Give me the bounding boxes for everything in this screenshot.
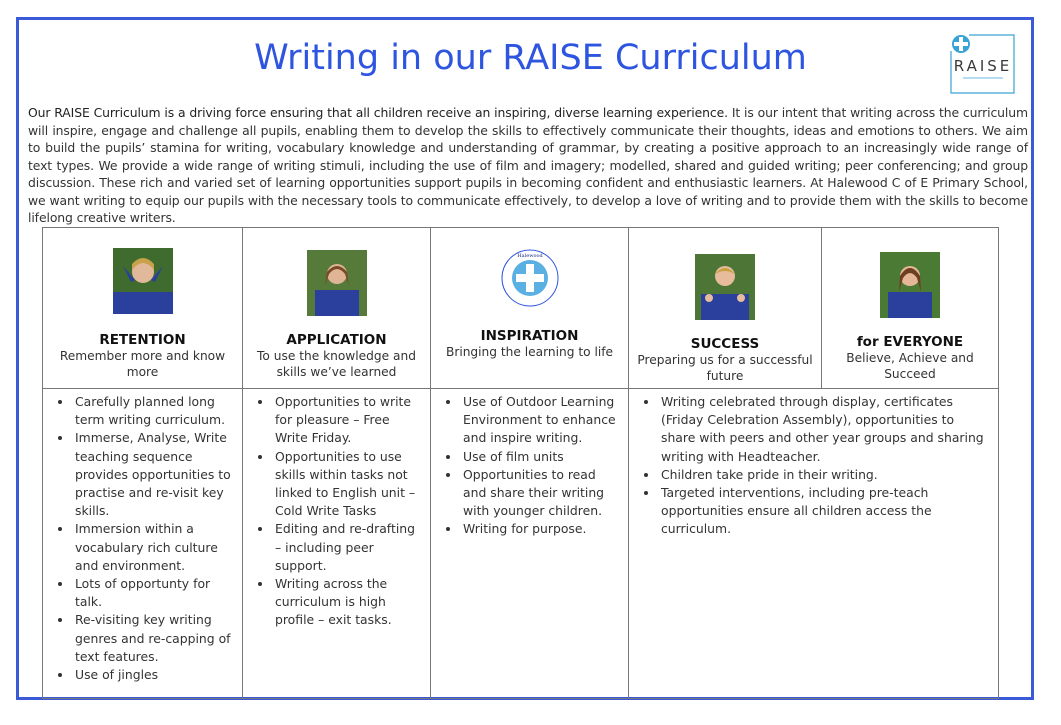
pupil-photo: [880, 252, 940, 318]
pupil-photo: [695, 254, 755, 320]
pillar-subtitle: Preparing us for a successful future: [637, 353, 813, 383]
pillar-points-application: [243, 389, 431, 699]
page-title: Writing in our RAISE Curriculum: [254, 38, 807, 78]
pillar-subtitle: Remember more and know more: [59, 349, 226, 379]
bullet-list: [629, 393, 998, 539]
bullet-list: [431, 393, 628, 539]
pillar-title: APPLICATION: [286, 332, 387, 348]
pupil-photo: [113, 248, 173, 314]
list-item: • Use of Outdoor Learning Environment to enhance and inspire writing.: [461, 393, 622, 448]
list-item: • Immersion within a vocabulary rich culture and environment.: [73, 520, 236, 575]
svg-text:Halewood: Halewood: [516, 253, 543, 259]
list-item: • Writing for purpose.: [461, 520, 622, 538]
pillar-header-retention: [43, 228, 243, 389]
list-item: • Opportunities to write for pleasure – Free Write Friday.: [273, 393, 424, 448]
list-item: • Carefully planned long term writing curriculum.: [73, 393, 236, 429]
list-item: • Lots of opportunty for talk.: [73, 575, 236, 611]
pupil-photo: [307, 250, 367, 316]
pillar-points-inspiration: [431, 389, 629, 699]
list-item: • Opportunities to use skills within tasks not linked to English unit – Cold Write Tasks: [273, 448, 424, 521]
raise-logo: [947, 33, 1018, 95]
pillar-subtitle: To use the knowledge and skills we’ve learned: [257, 349, 416, 379]
school-seal: [500, 248, 560, 308]
list-item: • Re-visiting key writing genres and re-capping of text features.: [73, 611, 236, 666]
pillar-header-success: [629, 228, 822, 389]
list-item: • Targeted interventions, including pre-teach opportunities ensure all children access the curriculum.: [659, 484, 992, 539]
pillar-title: RETENTION: [99, 332, 186, 348]
pillar-title: INSPIRATION: [480, 328, 579, 344]
pillar-title: SUCCESS: [690, 336, 760, 352]
intro-lead: Our RAISE Curriculum is a driving force ensuring that all children receive an inspiring, diverse learning experience.: [28, 105, 728, 120]
list-item: • Use of jingles: [73, 666, 236, 684]
pillars-table: [42, 227, 999, 699]
pillars-header-row: [43, 228, 999, 389]
list-item: • Use of film units: [461, 448, 622, 466]
list-item: • Editing and re-drafting – including peer support.: [273, 520, 424, 575]
list-item: • Writing celebrated through display, certificates (Friday Celebration Assembly), opportunities to share with peers and other year groups and sharing writing with Headteacher.: [659, 393, 992, 466]
list-item: • Children take pride in their writing.: [659, 466, 992, 484]
pillar-points-retention: [43, 389, 243, 699]
pillar-header-inspiration: [431, 228, 629, 389]
pillars-content-row: [43, 389, 999, 699]
bullet-list: [43, 393, 242, 684]
pillar-header-everyone: [822, 228, 999, 389]
raise-logo-text: RAISE: [953, 57, 1013, 75]
pillar-points-success: [629, 389, 999, 699]
intro-body: It is our intent that writing across the curriculum will inspire, engage and challenge all pupils, enabling them to develop the skills to effectively communicate their thoughts, ideas and emotions to others. We aim to build the pupils’ stamina for writing, vocabulary knowledge and understanding of grammar, by creating a positive approach to an increasingly wide range of text types. We provide a wide range of writing stimuli, including the use of film and imagery; modelled, shared and guided writing; peer conferencing; and group discussion. These rich and varied set of learning opportunities support pupils in becoming confident and enthusiastic learners. At Halewood C of E Primary School, we want writing to equip our pupils with the necessary tools to communicate effectively, to develop a love of writing and to provide them with the skills to become lifelong creative writers.: [28, 105, 1028, 225]
pillar-subtitle: Bringing the learning to life: [445, 345, 614, 359]
list-item: • Immerse, Analyse, Write teaching sequence provides opportunities to practise and re-visit key skills.: [73, 429, 236, 520]
intro-paragraph: [28, 104, 1028, 227]
pillar-subtitle: Believe, Achieve and Succeed: [846, 351, 974, 381]
bullet-list: [243, 393, 430, 630]
pillar-title: for EVERYONE: [856, 334, 964, 350]
list-item: • Writing across the curriculum is high profile – exit tasks.: [273, 575, 424, 630]
pillar-header-application: [243, 228, 431, 389]
list-item: • Opportunities to read and share their writing with younger children.: [461, 466, 622, 521]
